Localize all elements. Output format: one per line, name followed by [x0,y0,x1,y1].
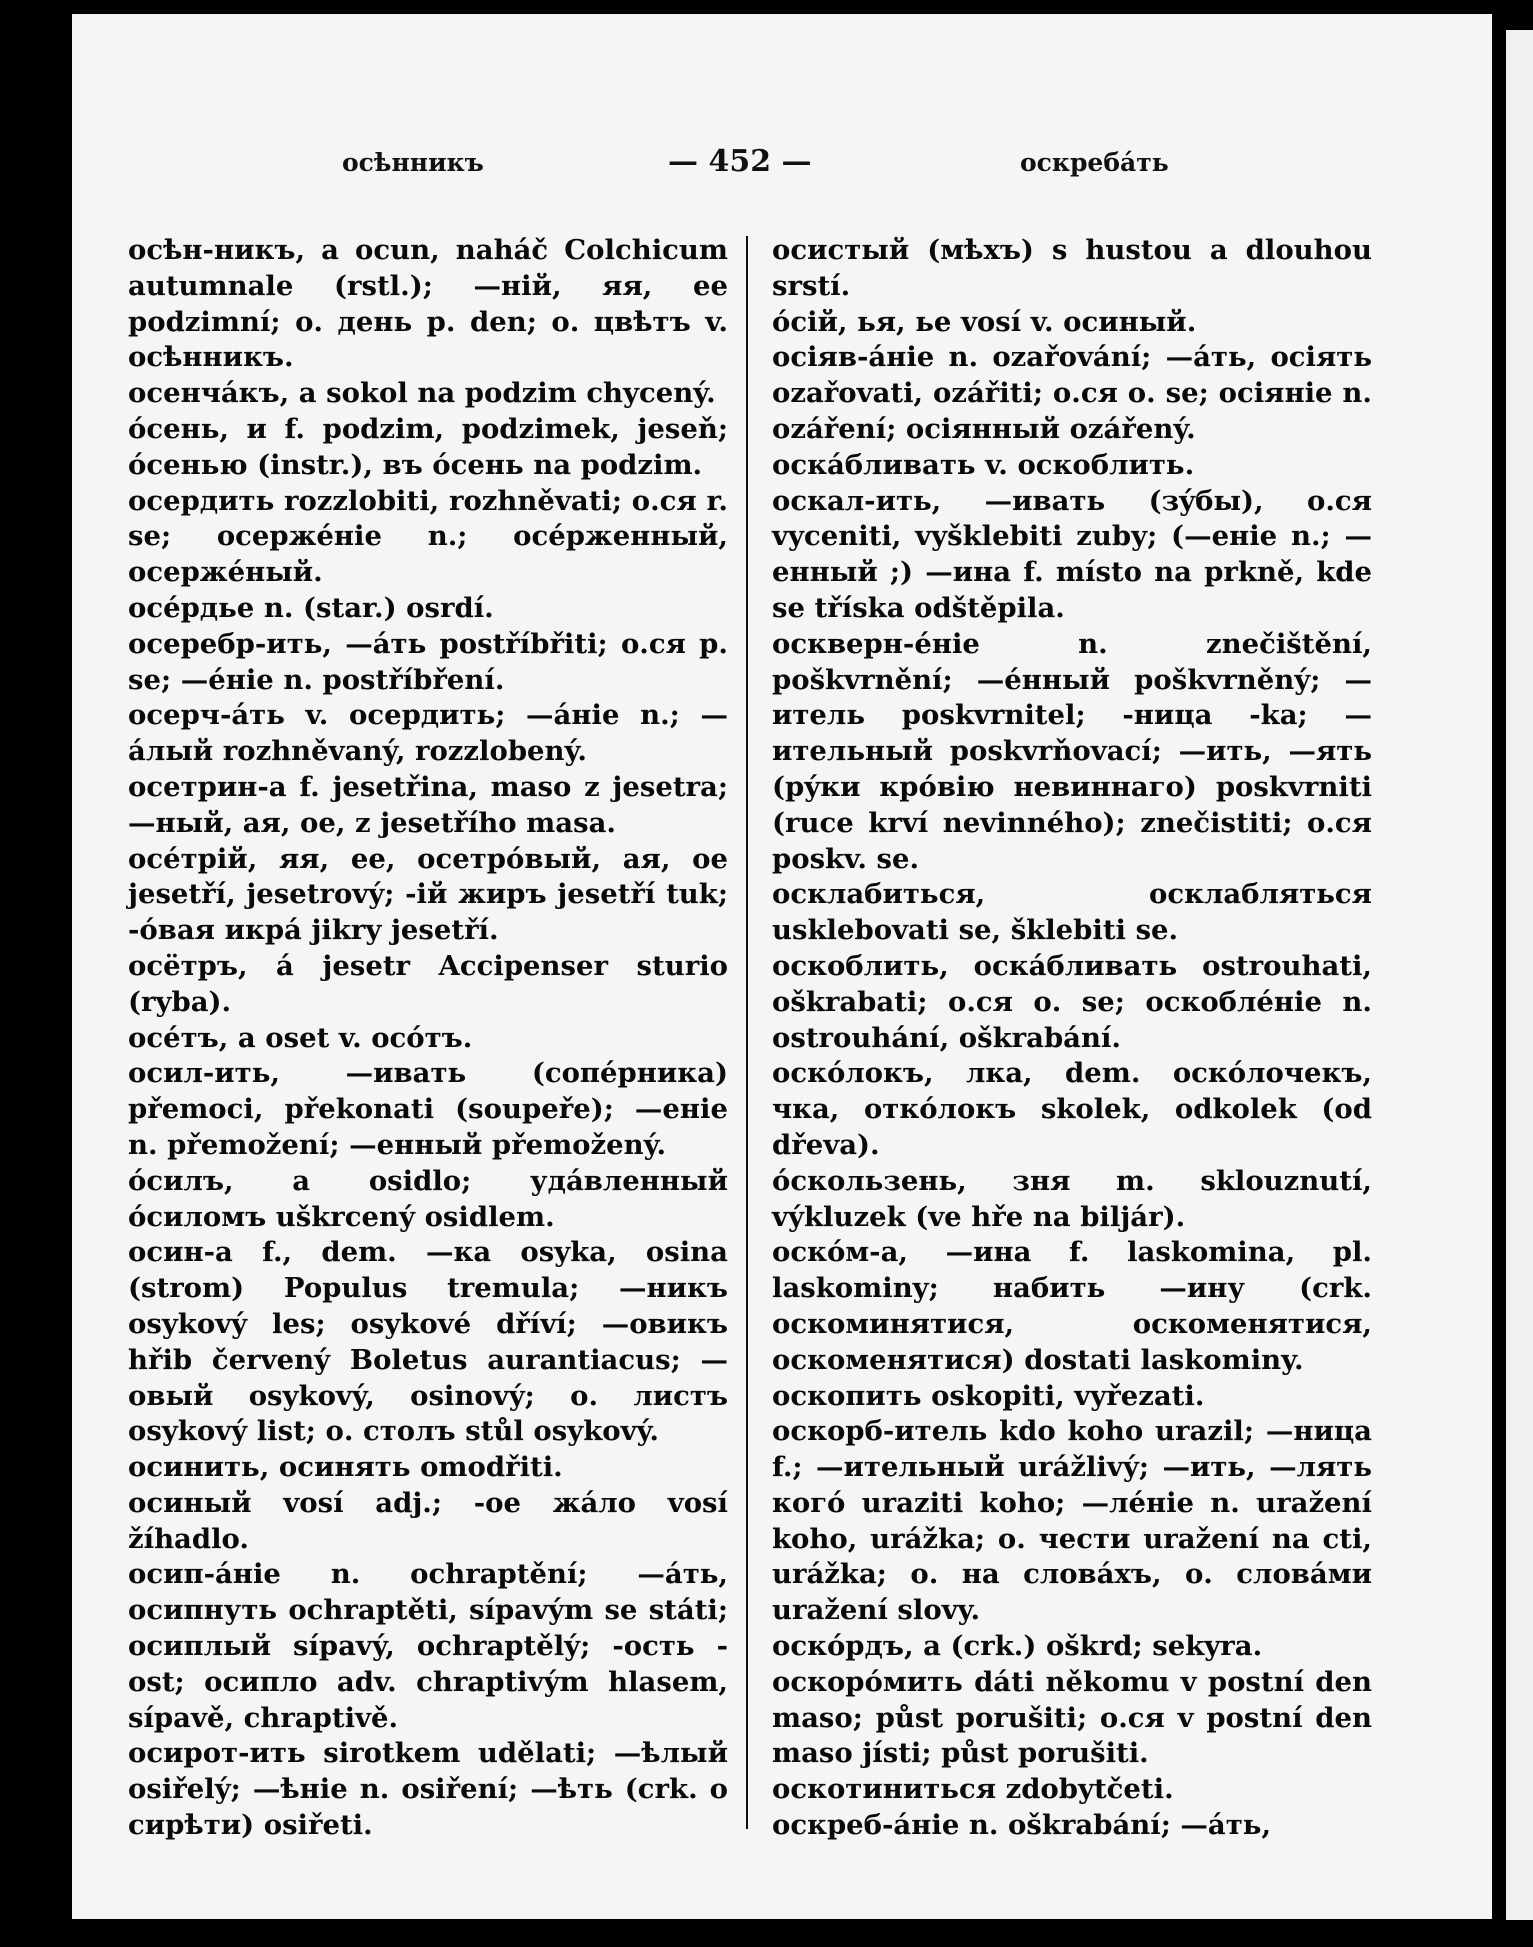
entry-osyotr: осётръ, á jesetr Accipenser sturio (ryba). [128,949,728,1018]
entry-oserchat: осерч-áть v. осердить; —áніе n.; —áлый rozhněvaný, rozzlobený. [128,699,728,768]
entry-osinit: осинить, осинять omodřiti. [128,1451,563,1484]
entry-osisty: осистый (мѣхъ) s hustou a dlouhou srstí. [772,234,1372,302]
entry-oskoma: оскóм-а, —ина f. laskomina, pl. laskominy; набить —ину (crk. оскоминятися, оскоменятися, оскоменятися) dostati laskominy. [772,1236,1372,1376]
entry-oskorbitel: оскорб-итель kdo koho urazil; —ница f.; —ительный urážlivý; —ить, —лять когó uraziti koho; —лéніе n. uražení koho, urážka; о. чести uražení na cti, urážka; о. на словáхъ, о. словáми uražení slovy. [772,1415,1372,1627]
entry-oskord: оскóрдъ, а (crk.) oškrd; sekyra. [772,1630,1263,1663]
entry-oskotinitsya: оскотиниться zdobytčeti. [772,1773,1174,1806]
entry-oskablivat: оскáбливать v. оскоблить. [772,448,1195,481]
entry-osilit: осил-ить, —ивать (сопéрника) přemoci, překonati (soupeře); —еніе n. přemožení; —енный přemožený. [128,1057,728,1161]
page-number: — 452 — [668,144,812,179]
entry-osenchak: осенчáкъ, а sokol na podzim chycený. [128,377,716,410]
entry-osetrina: осетрин-а f. jesetřina, maso z jesetra; —ный, ая, ое, z jesetřího masa. [128,770,728,839]
entry-osiny: осиный vosí adj.; -ое жáло vosí žíhadlo. [128,1486,728,1555]
entry-oskrebanie: оскреб-áніе n. oškrabání; —áть, [772,1809,1272,1842]
entry-osennik: осѣн-никъ, а ocun, naháč Colchicum autumnale (rstl.); —ній, яя, ее podzimní; о. день p. den; о. цвѣтъ v. осѣнникъ. [128,234,728,374]
entry-oset: осéтъ, а oset v. осóтъ. [128,1021,473,1054]
entry-osiyavanie: осіяв-áніе n. ozařování; —áть, осіять ozařovati, ozářiti; о.ся о. se; осіяніе n. ozáření; осіянный ozářený. [772,341,1372,445]
header-left-guideword: осѣнникъ [342,148,484,177]
entry-osina: осин-а f., dem. —ка osyka, osina (strom) Populus tremula; —никъ osykový les; osykové dříví; —овикъ hřib červený Boletus aurantiacus; —овый osykový, osinový; о. листъ osykový list; о. столъ stůl osykový. [128,1236,728,1448]
entry-osil: óсилъ, а osidlo; удáвленный óсиломъ uškrcený osidlem. [128,1164,728,1233]
entry-oskopit: оскопить oskopiti, vyřezati. [772,1379,1205,1412]
column-divider [746,236,748,1829]
entry-osipanie: осип-áніе n. ochraptění; —áть, осипнуть ochraptěti, sípavým se státi; осиплый sípavý, ochraptělý; -ость -ost; осипло adv. chraptivým hlasem, sípavě, chraptivě. [128,1558,728,1734]
page-header [0,144,1533,188]
entry-oskalit: оскал-ить, —ивать (зýбы), о.ся vyceniti, vyšklebiti zuby; (—еніе n.; —енный ;) —ина f. místo na prkně, kde se tříska odštěpila. [772,484,1372,624]
next-page-edge [1506,30,1533,1920]
entry-osklabitsya: осклабиться, осклабляться usklebovati se, šklebiti se. [772,878,1372,947]
entry-oskoblit: оскоблить, оскáбливать ostrouhati, oškrabati; о.ся о. se; оскоблéніе n. ostrouhání, oškrabání. [772,949,1372,1054]
right-column [772,233,1372,1844]
header-right-guideword: оскребáть [1020,148,1169,177]
left-column [128,233,728,1844]
entry-oserebrit: осеребр-ить, —áть postříbřiti; о.ся p. se; —éніе n. postříbření. [128,627,728,696]
entry-osiy: óсій, ья, ье vosí v. осиный. [772,305,1197,338]
entry-osen: óсень, и f. podzim, podzimek, jeseň; óсенью (instr.), въ óсень na podzim. [128,412,728,481]
entry-osirotit: осирот-ить sirotkem udělati; —ѣлый osiřelý; —ѣніе n. osiření; —ѣть (crk. о сирѣти) osiřeti. [128,1737,728,1842]
entry-oskolzen: óскользень, зня m. sklouznutí, výkluzek (ve hře na biljár). [772,1164,1372,1233]
entry-oserdit: осердить rozzlobiti, rozhněvati; о.ся r. se; осержéніе n.; осéрженный, осержéный. [128,484,728,589]
entry-oskolok: оскóлокъ, лка, dem. оскóлочекъ, чка, откóлокъ skolek, odkolek (od dřeva). [772,1057,1372,1161]
entry-oserdye: осéрдье n. (star.) osrdí. [128,591,494,624]
entry-osetriy: осéтрій, яя, ее, осетрóвый, ая, ое jesetří, jesetrový; -ій жиръ jesetří tuk; -óвая икрá jikry jesetří. [128,842,728,947]
entry-oskverneniye: оскверн-éніе n. znečištění, poškvrnění; —éнный poškvrněný; —итель poskvrnitel; -ница -ka; —ительный poskvrňovací; —ить, —ять (рýки крóвію невиннаго) poskvrniti (ruce krví nevinného); znečistiti; о.ся poskv. se. [772,627,1372,875]
entry-oskoromit: оскорóмить dáti někomu v postní den maso; půst porušiti; о.ся v postní den maso jísti; půst porušiti. [772,1665,1372,1770]
